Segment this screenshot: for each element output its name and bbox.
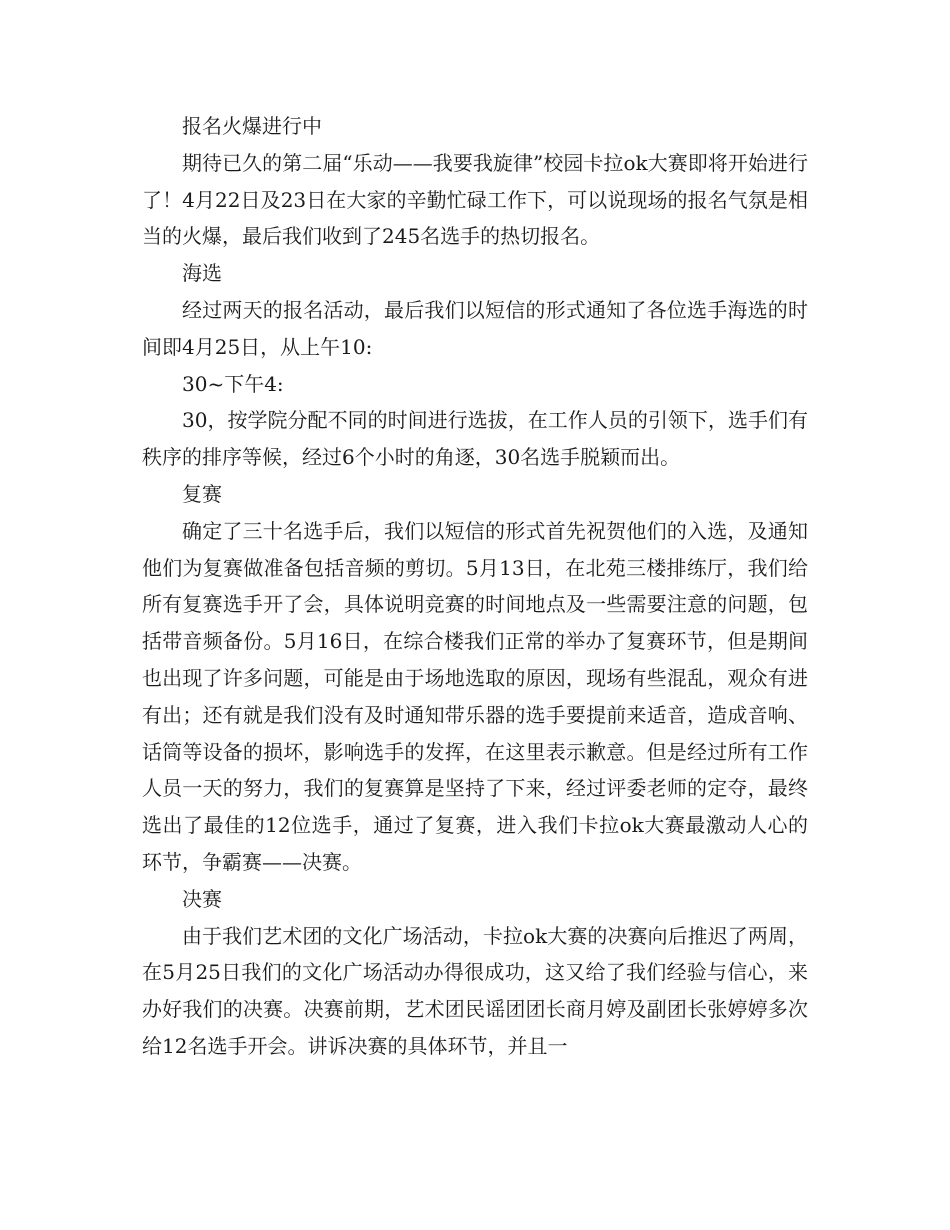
- document-body: [142, 108, 808, 1065]
- heading-audition: 海选: [182, 261, 222, 286]
- paragraph-registration: 期待已久的第二届“乐动——我要我旋律”校园卡拉ok大赛即将开始进行了！4月22日及23日在大家的辛勤忙碌工作下，可以说现场的报名气氛是相当的火爆，最后我们收到了245名选手的热切报名。: [142, 150, 808, 249]
- paragraph-final: 由于我们艺术团的文化广场活动，卡拉ok大赛的决赛向后推迟了两周，在5月25日我们的文化广场活动办得很成功，这又给了我们经验与信心，来办好我们的决赛。决赛前期，艺术团民谣团团长商月婷及副团长张婷婷多次给12名选手开会。讲诉决赛的具体环节，并且一: [142, 923, 808, 1058]
- paragraph-audition-1: 经过两天的报名活动，最后我们以短信的形式通知了各位选手海选的时间即4月25日，从上午10:: [142, 297, 808, 359]
- paragraph-audition-2: 30~下午4:: [182, 371, 284, 396]
- heading-semifinal: 复赛: [182, 481, 222, 506]
- heading-registration: 报名火爆进行中: [182, 114, 322, 138]
- heading-final: 决赛: [182, 886, 222, 911]
- paragraph-semifinal: 确定了三十名选手后，我们以短信的形式首先祝贺他们的入选，及通知他们为复赛做准备包括音频的剪切。5月13日，在北苑三楼排练厅，我们给所有复赛选手开了会，具体说明竞赛的时间地点及一些需要注意的问题，包括带音频备份。5月16日，在综合楼我们正常的举办了复赛环节，但是期间也出现了许多问题，可能是由于场地选取的原因，现场有些混乱，观众有进有出；还有就是我们没有及时通知带乐器的选手要提前来适音，造成音响、话筒等设备的损坏，影响选手的发挥，在这里表示歉意。但是经过所有工作人员一天的努力，我们的复赛算是坚持了下来，经过评委老师的定夺，最终选出了最佳的12位选手，通过了复赛，进入我们卡拉ok大赛最激动人心的环节，争霸赛——决赛。: [142, 518, 808, 874]
- paragraph-audition-3: 30，按学院分配不同的时间进行选拔，在工作人员的引领下，选手们有秩序的排序等候，经过6个小时的角逐，30名选手脱颖而出。: [142, 408, 808, 470]
